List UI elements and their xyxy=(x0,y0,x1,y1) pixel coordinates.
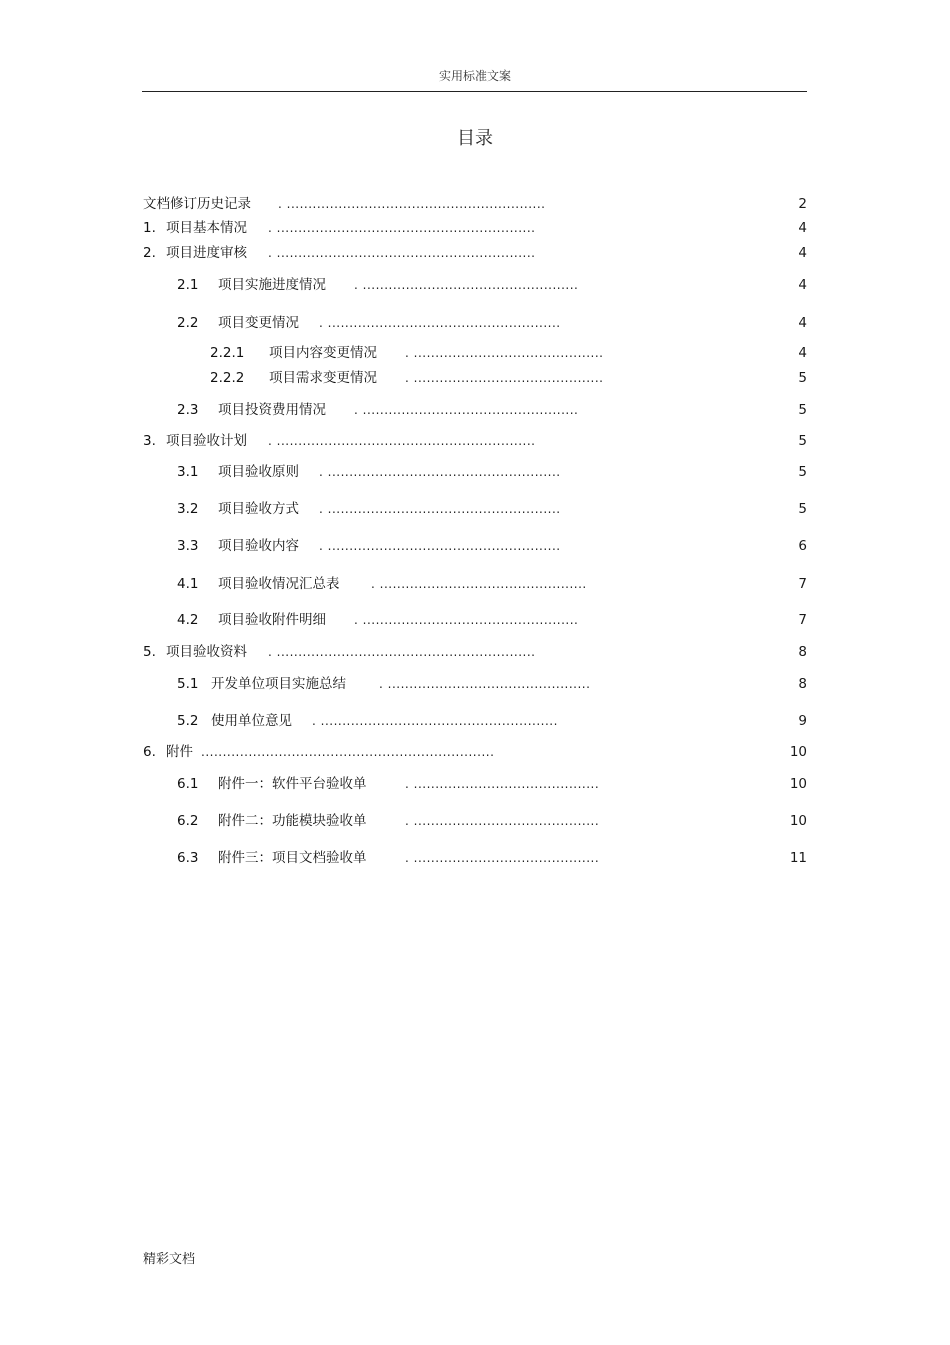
toc-entry-number: 4.1 xyxy=(177,576,199,592)
toc-entry-5-1[interactable] xyxy=(0,674,950,694)
toc-entry-number: 3.3 xyxy=(177,538,199,554)
toc-entry-number: 6.3 xyxy=(177,850,199,866)
toc-entry-leader: .................................................................... xyxy=(201,745,495,759)
toc-entry-page: 10 xyxy=(789,776,807,792)
toc-entry-page: 7 xyxy=(798,576,807,592)
toc-entry-leader: . ........................................... xyxy=(405,777,600,791)
toc-entry-text: 项目进度审核 xyxy=(166,245,247,261)
toc-entry-number: 1. xyxy=(143,220,156,236)
toc-entry-page: 11 xyxy=(789,850,807,866)
toc-entry-2-2[interactable] xyxy=(0,313,950,333)
toc-entry-text: 附件一：软件平台验收单 xyxy=(218,776,367,792)
toc-entry-page: 4 xyxy=(798,277,807,293)
toc-entry-number: 2.1 xyxy=(177,277,199,293)
toc-entry-revision-history[interactable] xyxy=(0,194,950,214)
toc-entry-6-2[interactable] xyxy=(0,811,950,831)
toc-title: 目录 xyxy=(457,128,493,149)
toc-entry-text: 项目验收资料 xyxy=(166,644,247,660)
toc-entry-page: 9 xyxy=(798,713,807,729)
toc-entry-page: 4 xyxy=(798,315,807,331)
toc-entry-number: 2.2.2 xyxy=(210,370,245,386)
toc-entry-page: 4 xyxy=(798,220,807,236)
toc-entry-text: 项目验收计划 xyxy=(166,433,247,449)
toc-entry-6-1[interactable] xyxy=(0,774,950,794)
toc-entry-leader: . .................................................. xyxy=(354,278,579,292)
toc-entry-text: 项目验收原则 xyxy=(218,464,299,480)
toc-entry-1[interactable] xyxy=(0,218,950,238)
toc-entry-2-1[interactable] xyxy=(0,275,950,295)
toc-entry-3-3[interactable] xyxy=(0,536,950,556)
page-footer: 精彩文档 xyxy=(143,1252,196,1267)
toc-entry-text: 项目基本情况 xyxy=(166,220,247,236)
toc-entry-leader: . ............................................................ xyxy=(268,246,536,260)
toc-entry-page: 8 xyxy=(798,676,807,692)
toc-entry-leader: . ...................................................... xyxy=(319,316,561,330)
toc-entry-text: 项目变更情况 xyxy=(218,315,299,331)
toc-entry-text: 附件三：项目文档验收单 xyxy=(218,850,367,866)
toc-entry-number: 2.2 xyxy=(177,315,199,331)
toc-entry-leader: . ...................................................... xyxy=(319,539,561,553)
toc-entry-text: 项目需求变更情况 xyxy=(269,370,377,386)
toc-entry-text: 附件二：功能模块验收单 xyxy=(218,813,367,829)
toc-entry-page: 2 xyxy=(798,196,807,212)
toc-entry-text: 项目验收情况汇总表 xyxy=(218,576,340,592)
toc-entry-text: 项目验收内容 xyxy=(218,538,299,554)
toc-entry-3-1[interactable] xyxy=(0,462,950,482)
toc-entry-page: 5 xyxy=(798,433,807,449)
toc-entry-5-2[interactable] xyxy=(0,711,950,731)
toc-entry-number: 3. xyxy=(143,433,156,449)
toc-entry-page: 4 xyxy=(798,245,807,261)
toc-entry-3-2[interactable] xyxy=(0,499,950,519)
toc-entry-leader: . ............................................................ xyxy=(268,645,536,659)
toc-entry-number: 5. xyxy=(143,644,156,660)
toc-entry-number: 6.1 xyxy=(177,776,199,792)
toc-entry-number: 6.2 xyxy=(177,813,199,829)
toc-entry-2-3[interactable] xyxy=(0,400,950,420)
toc-entry-page: 7 xyxy=(798,612,807,628)
toc-entry-number: 5.1 xyxy=(177,676,199,692)
toc-entry-text: 开发单位项目实施总结 xyxy=(211,676,346,692)
toc-entry-3[interactable] xyxy=(0,431,950,451)
toc-entry-text: 文档修订历史记录 xyxy=(143,196,251,212)
toc-entry-leader: . ....................................................... xyxy=(312,714,558,728)
toc-entry-page: 5 xyxy=(798,402,807,418)
toc-entry-page: 6 xyxy=(798,538,807,554)
toc-entry-leader: . ........................................... xyxy=(405,851,600,865)
toc-entry-leader: . ...................................................... xyxy=(319,465,561,479)
toc-entry-5[interactable] xyxy=(0,642,950,662)
toc-entry-page: 5 xyxy=(798,501,807,517)
toc-entry-number: 4.2 xyxy=(177,612,199,628)
toc-entry-number: 2.3 xyxy=(177,402,199,418)
toc-entry-4-2[interactable] xyxy=(0,610,950,630)
toc-entry-number: 2.2.1 xyxy=(210,345,245,361)
toc-entry-leader: . ................................................ xyxy=(371,577,587,591)
toc-entry-text: 使用单位意见 xyxy=(211,713,292,729)
toc-entry-2-2-2[interactable] xyxy=(0,368,950,388)
toc-entry-leader: . ............................................ xyxy=(405,371,604,385)
toc-entry-number: 3.1 xyxy=(177,464,199,480)
toc-entry-number: 3.2 xyxy=(177,501,199,517)
toc-entry-text: 项目验收方式 xyxy=(218,501,299,517)
toc-entry-leader: . ............................................... xyxy=(379,677,591,691)
toc-entry-text: 项目验收附件明细 xyxy=(218,612,326,628)
toc-entry-text: 项目实施进度情况 xyxy=(218,277,326,293)
toc-entry-6[interactable] xyxy=(0,742,950,762)
toc-entry-text: 附件 xyxy=(166,744,193,760)
toc-entry-page: 4 xyxy=(798,345,807,361)
toc-entry-leader: . .................................................. xyxy=(354,403,579,417)
toc-entry-page: 10 xyxy=(789,813,807,829)
toc-entry-text: 项目内容变更情况 xyxy=(269,345,377,361)
toc-entry-leader: . ...................................................... xyxy=(319,502,561,516)
toc-entry-number: 5.2 xyxy=(177,713,199,729)
toc-entry-page: 8 xyxy=(798,644,807,660)
toc-entry-2-2-1[interactable] xyxy=(0,343,950,363)
toc-entry-4-1[interactable] xyxy=(0,574,950,594)
toc-entry-leader: . ............................................................ xyxy=(278,197,546,211)
toc-entry-leader: . ........................................... xyxy=(405,814,600,828)
page-header: 实用标准文案 xyxy=(438,69,511,83)
toc-entry-page: 10 xyxy=(789,744,807,760)
toc-entry-text: 项目投资费用情况 xyxy=(218,402,326,418)
toc-entry-leader: . ............................................ xyxy=(405,346,604,360)
toc-entry-leader: . ............................................................ xyxy=(268,434,536,448)
toc-entry-number: 2. xyxy=(143,245,156,261)
toc-entry-leader: . .................................................. xyxy=(354,613,579,627)
toc-entry-leader: . ............................................................ xyxy=(268,221,536,235)
toc-entry-number: 6. xyxy=(143,744,156,760)
toc-entry-6-3[interactable] xyxy=(0,848,950,868)
header-divider xyxy=(142,91,807,92)
toc-entry-2[interactable] xyxy=(0,243,950,263)
toc-entry-page: 5 xyxy=(798,464,807,480)
toc-entry-page: 5 xyxy=(798,370,807,386)
